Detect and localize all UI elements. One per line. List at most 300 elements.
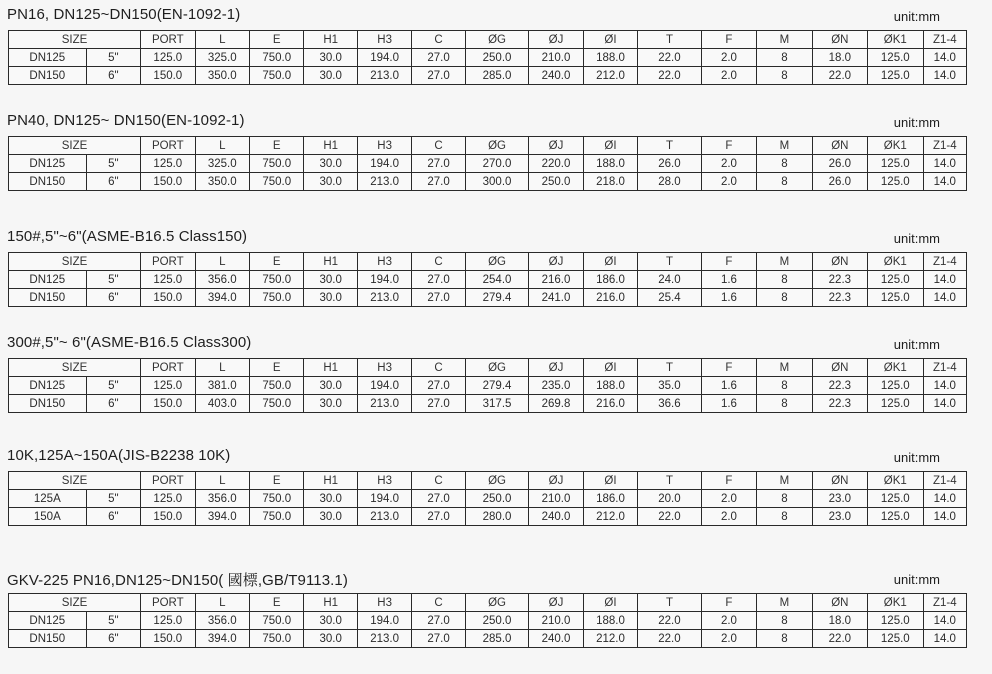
table-cell: 403.0 (195, 395, 249, 413)
table-cell: 5" (86, 377, 140, 395)
column-header-f: F (701, 359, 756, 377)
table-cell: DN150 (9, 630, 87, 648)
column-header-h3: H3 (357, 472, 411, 490)
table-cell: 6" (86, 395, 140, 413)
table-row (9, 67, 967, 85)
table-cell: 6" (86, 508, 140, 526)
table-cell: 125.0 (141, 155, 195, 173)
table-cell: 350.0 (195, 173, 249, 191)
table-cell: 394.0 (195, 508, 249, 526)
table-cell: 125.0 (868, 173, 923, 191)
table-cell: 8 (757, 490, 812, 508)
column-header-z1-4: Z1-4 (923, 137, 966, 155)
table-cell: DN125 (9, 155, 87, 173)
column-header-h1: H1 (304, 594, 357, 612)
unit-label: unit:mm (893, 572, 940, 587)
table-cell: 35.0 (638, 377, 702, 395)
table-cell: 213.0 (357, 67, 411, 85)
table-cell: 6" (86, 630, 140, 648)
table-cell: 125.0 (141, 612, 195, 630)
table-cell: 194.0 (357, 271, 411, 289)
table-row (9, 155, 967, 173)
column-header-t: T (638, 472, 702, 490)
table-cell: 22.0 (638, 49, 702, 67)
table-cell: 218.0 (583, 173, 637, 191)
table-cell: 381.0 (195, 377, 249, 395)
column-header-e: E (250, 31, 304, 49)
table-cell: 216.0 (583, 395, 637, 413)
table-cell: 186.0 (583, 490, 637, 508)
table-cell: 27.0 (412, 49, 465, 67)
table-row (9, 395, 967, 413)
column-header-size: SIZE (9, 31, 141, 49)
column-header-h1: H1 (304, 359, 357, 377)
table-cell: 2.0 (701, 630, 756, 648)
table-cell: 8 (757, 395, 812, 413)
column-header-og: ØG (465, 31, 529, 49)
table-row (9, 630, 967, 648)
table-row (9, 377, 967, 395)
column-header-port: PORT (141, 359, 195, 377)
table-cell: 270.0 (465, 155, 529, 173)
column-header-f: F (701, 253, 756, 271)
table-cell: 14.0 (923, 612, 966, 630)
header-row (9, 137, 967, 155)
column-header-c: C (412, 137, 465, 155)
table-cell: 125.0 (868, 155, 923, 173)
table-cell: 22.0 (638, 630, 702, 648)
table-cell: 14.0 (923, 490, 966, 508)
table-cell: 22.3 (812, 377, 867, 395)
table-cell: 30.0 (304, 67, 357, 85)
table-cell: 2.0 (701, 155, 756, 173)
table-title: PN16, DN125~DN150(EN-1092-1) (7, 6, 241, 23)
table-cell: 14.0 (923, 155, 966, 173)
table-cell: 14.0 (923, 377, 966, 395)
column-header-t: T (638, 594, 702, 612)
header-row (9, 31, 967, 49)
table-cell: 27.0 (412, 271, 465, 289)
column-header-f: F (701, 472, 756, 490)
table-cell: 216.0 (583, 289, 637, 307)
column-header-size: SIZE (9, 472, 141, 490)
table-cell: 188.0 (583, 377, 637, 395)
table-cell: 750.0 (250, 612, 304, 630)
table-cell: 30.0 (304, 49, 357, 67)
table-cell: 210.0 (529, 49, 583, 67)
column-header-m: M (757, 137, 812, 155)
column-header-m: M (757, 253, 812, 271)
table-cell: 356.0 (195, 612, 249, 630)
column-header-oi: ØI (583, 31, 637, 49)
table-cell: 125.0 (868, 49, 923, 67)
unit-label: unit:mm (893, 9, 940, 24)
table-cell: 8 (757, 155, 812, 173)
column-header-l: L (195, 594, 249, 612)
table-cell: 125.0 (868, 508, 923, 526)
column-header-f: F (701, 31, 756, 49)
table-cell: DN125 (9, 612, 87, 630)
table-cell: 26.0 (638, 155, 702, 173)
column-header-og: ØG (465, 594, 529, 612)
table-cell: 750.0 (250, 395, 304, 413)
column-header-port: PORT (141, 137, 195, 155)
table-cell: 5" (86, 490, 140, 508)
table-row (9, 612, 967, 630)
table-cell: 2.0 (701, 49, 756, 67)
table-cell: 194.0 (357, 49, 411, 67)
table-cell: 350.0 (195, 67, 249, 85)
table-cell: 27.0 (412, 395, 465, 413)
table-cell: 317.5 (465, 395, 529, 413)
table-cell: 8 (757, 67, 812, 85)
column-header-oj: ØJ (529, 137, 583, 155)
column-header-port: PORT (141, 253, 195, 271)
table-cell: 150.0 (141, 67, 195, 85)
table-cell: 1.6 (701, 271, 756, 289)
table-cell: 125.0 (141, 49, 195, 67)
table-cell: 212.0 (583, 508, 637, 526)
table-cell: 2.0 (701, 173, 756, 191)
table-cell: 750.0 (250, 630, 304, 648)
table-cell: 22.0 (638, 67, 702, 85)
table-cell: 241.0 (529, 289, 583, 307)
table-cell: DN125 (9, 377, 87, 395)
column-header-oi: ØI (583, 137, 637, 155)
table-cell: 125A (9, 490, 87, 508)
table-title: GKV-225 PN16,DN125~DN150( 國標,GB/T9113.1) (7, 572, 348, 589)
table-cell: 22.3 (812, 395, 867, 413)
column-header-e: E (250, 359, 304, 377)
table-cell: 254.0 (465, 271, 529, 289)
header-row (9, 472, 967, 490)
table-cell: 325.0 (195, 155, 249, 173)
spec-table (8, 358, 967, 413)
table-cell: 26.0 (812, 155, 867, 173)
table-cell: 27.0 (412, 155, 465, 173)
table-cell: 23.0 (812, 490, 867, 508)
table-cell: 22.0 (638, 612, 702, 630)
table-cell: DN150 (9, 67, 87, 85)
column-header-oj: ØJ (529, 359, 583, 377)
table-cell: 750.0 (250, 155, 304, 173)
column-header-z1-4: Z1-4 (923, 359, 966, 377)
column-header-oj: ØJ (529, 594, 583, 612)
table-cell: DN150 (9, 289, 87, 307)
table-cell: 30.0 (304, 155, 357, 173)
table-cell: 240.0 (529, 508, 583, 526)
table-row (9, 173, 967, 191)
table-cell: 14.0 (923, 630, 966, 648)
table-cell: 22.3 (812, 289, 867, 307)
table-cell: 30.0 (304, 395, 357, 413)
table-cell: 25.4 (638, 289, 702, 307)
table-cell: 125.0 (868, 271, 923, 289)
table-cell: 14.0 (923, 271, 966, 289)
column-header-oj: ØJ (529, 472, 583, 490)
table-cell: 28.0 (638, 173, 702, 191)
column-header-oi: ØI (583, 594, 637, 612)
table-cell: 210.0 (529, 612, 583, 630)
column-header-oi: ØI (583, 253, 637, 271)
table-cell: 279.4 (465, 377, 529, 395)
column-header-on: ØN (812, 31, 867, 49)
table-cell: 150.0 (141, 289, 195, 307)
table-cell: 194.0 (357, 490, 411, 508)
table-cell: 213.0 (357, 508, 411, 526)
table-cell: 27.0 (412, 173, 465, 191)
column-header-ok1: ØK1 (868, 594, 923, 612)
column-header-m: M (757, 359, 812, 377)
table-cell: 216.0 (529, 271, 583, 289)
table-cell: 14.0 (923, 508, 966, 526)
table-cell: 188.0 (583, 612, 637, 630)
column-header-h1: H1 (304, 472, 357, 490)
table-cell: 27.0 (412, 612, 465, 630)
table-cell: 194.0 (357, 155, 411, 173)
table-cell: DN150 (9, 173, 87, 191)
table-cell: 30.0 (304, 508, 357, 526)
table-title: 300#,5"~ 6"(ASME-B16.5 Class300) (7, 334, 252, 351)
table-cell: 285.0 (465, 630, 529, 648)
table-cell: 194.0 (357, 377, 411, 395)
column-header-on: ØN (812, 594, 867, 612)
column-header-c: C (412, 359, 465, 377)
table-cell: 30.0 (304, 490, 357, 508)
column-header-port: PORT (141, 31, 195, 49)
table-cell: 125.0 (868, 630, 923, 648)
table-cell: 250.0 (465, 49, 529, 67)
table-cell: 27.0 (412, 377, 465, 395)
column-header-h3: H3 (357, 253, 411, 271)
table-cell: 125.0 (141, 377, 195, 395)
table-cell: 22.0 (812, 67, 867, 85)
column-header-h3: H3 (357, 594, 411, 612)
table-cell: 2.0 (701, 508, 756, 526)
column-header-e: E (250, 594, 304, 612)
table-row (9, 289, 967, 307)
table-cell: 20.0 (638, 490, 702, 508)
column-header-on: ØN (812, 472, 867, 490)
table-cell: 2.0 (701, 67, 756, 85)
table-cell: 240.0 (529, 630, 583, 648)
table-cell: 210.0 (529, 490, 583, 508)
header-row (9, 253, 967, 271)
column-header-f: F (701, 594, 756, 612)
table-cell: 150.0 (141, 395, 195, 413)
spec-table (8, 252, 967, 307)
table-cell: 8 (757, 173, 812, 191)
table-cell: 2.0 (701, 490, 756, 508)
column-header-on: ØN (812, 359, 867, 377)
table-cell: 125.0 (868, 289, 923, 307)
table-cell: 213.0 (357, 289, 411, 307)
table-cell: 125.0 (868, 490, 923, 508)
column-header-l: L (195, 253, 249, 271)
column-header-ok1: ØK1 (868, 253, 923, 271)
spec-table (8, 30, 967, 85)
column-header-e: E (250, 472, 304, 490)
table-cell: 14.0 (923, 395, 966, 413)
table-title: 10K,125A~150A(JIS-B2238 10K) (7, 447, 231, 464)
column-header-h3: H3 (357, 137, 411, 155)
table-cell: 125.0 (868, 377, 923, 395)
table-cell: 8 (757, 289, 812, 307)
column-header-t: T (638, 137, 702, 155)
column-header-f: F (701, 137, 756, 155)
table-cell: 6" (86, 67, 140, 85)
column-header-og: ØG (465, 472, 529, 490)
table-cell: 220.0 (529, 155, 583, 173)
table-cell: 23.0 (812, 508, 867, 526)
table-cell: 8 (757, 612, 812, 630)
table-cell: 8 (757, 630, 812, 648)
table-cell: 18.0 (812, 612, 867, 630)
column-header-h1: H1 (304, 137, 357, 155)
column-header-port: PORT (141, 594, 195, 612)
table-cell: 26.0 (812, 173, 867, 191)
column-header-og: ØG (465, 137, 529, 155)
column-header-og: ØG (465, 359, 529, 377)
table-cell: 188.0 (583, 49, 637, 67)
column-header-l: L (195, 472, 249, 490)
table-cell: 22.0 (812, 630, 867, 648)
table-cell: 279.4 (465, 289, 529, 307)
table-cell: DN125 (9, 49, 87, 67)
table-cell: 24.0 (638, 271, 702, 289)
column-header-l: L (195, 359, 249, 377)
column-header-z1-4: Z1-4 (923, 472, 966, 490)
column-header-h1: H1 (304, 31, 357, 49)
table-cell: 194.0 (357, 612, 411, 630)
table-cell: 212.0 (583, 630, 637, 648)
table-cell: 356.0 (195, 271, 249, 289)
column-header-og: ØG (465, 253, 529, 271)
unit-label: unit:mm (893, 450, 940, 465)
column-header-ok1: ØK1 (868, 31, 923, 49)
header-row (9, 359, 967, 377)
table-cell: 8 (757, 271, 812, 289)
table-cell: 150.0 (141, 508, 195, 526)
table-cell: 394.0 (195, 289, 249, 307)
table-cell: 750.0 (250, 49, 304, 67)
table-cell: 750.0 (250, 490, 304, 508)
column-header-size: SIZE (9, 137, 141, 155)
table-cell: 125.0 (868, 612, 923, 630)
table-row (9, 271, 967, 289)
column-header-ok1: ØK1 (868, 137, 923, 155)
column-header-on: ØN (812, 137, 867, 155)
table-cell: 125.0 (141, 490, 195, 508)
table-cell: 186.0 (583, 271, 637, 289)
table-cell: 30.0 (304, 612, 357, 630)
table-cell: 27.0 (412, 67, 465, 85)
table-cell: 22.3 (812, 271, 867, 289)
table-cell: 8 (757, 49, 812, 67)
table-cell: 5" (86, 271, 140, 289)
table-cell: 8 (757, 377, 812, 395)
table-cell: 18.0 (812, 49, 867, 67)
unit-label: unit:mm (893, 337, 940, 352)
column-header-h3: H3 (357, 359, 411, 377)
table-cell: 750.0 (250, 173, 304, 191)
table-cell: 750.0 (250, 67, 304, 85)
unit-label: unit:mm (893, 231, 940, 246)
column-header-e: E (250, 253, 304, 271)
table-title: 150#,5"~6"(ASME-B16.5 Class150) (7, 228, 248, 245)
table-row (9, 49, 967, 67)
table-cell: 280.0 (465, 508, 529, 526)
column-header-port: PORT (141, 472, 195, 490)
column-header-c: C (412, 594, 465, 612)
table-cell: 1.6 (701, 377, 756, 395)
spec-table (8, 136, 967, 191)
table-cell: 27.0 (412, 508, 465, 526)
table-cell: 150.0 (141, 173, 195, 191)
column-header-on: ØN (812, 253, 867, 271)
table-cell: 27.0 (412, 630, 465, 648)
table-cell: 125.0 (141, 271, 195, 289)
table-cell: 6" (86, 289, 140, 307)
table-cell: 750.0 (250, 289, 304, 307)
table-cell: 1.6 (701, 395, 756, 413)
column-header-size: SIZE (9, 253, 141, 271)
spec-table (8, 593, 967, 648)
column-header-oj: ØJ (529, 253, 583, 271)
table-cell: 212.0 (583, 67, 637, 85)
column-header-oi: ØI (583, 359, 637, 377)
column-header-z1-4: Z1-4 (923, 594, 966, 612)
spec-table (8, 471, 967, 526)
table-cell: 250.0 (465, 612, 529, 630)
table-cell: 250.0 (465, 490, 529, 508)
table-cell: 5" (86, 155, 140, 173)
table-cell: 5" (86, 49, 140, 67)
column-header-t: T (638, 359, 702, 377)
table-cell: 30.0 (304, 289, 357, 307)
table-cell: 213.0 (357, 630, 411, 648)
table-cell: 2.0 (701, 612, 756, 630)
column-header-h3: H3 (357, 31, 411, 49)
table-title: PN40, DN125~ DN150(EN-1092-1) (7, 112, 245, 129)
column-header-ok1: ØK1 (868, 472, 923, 490)
column-header-oi: ØI (583, 472, 637, 490)
table-cell: 30.0 (304, 377, 357, 395)
table-cell: 325.0 (195, 49, 249, 67)
table-cell: 750.0 (250, 508, 304, 526)
table-row (9, 490, 967, 508)
column-header-size: SIZE (9, 359, 141, 377)
column-header-e: E (250, 137, 304, 155)
table-cell: 269.8 (529, 395, 583, 413)
column-header-z1-4: Z1-4 (923, 31, 966, 49)
table-cell: 150.0 (141, 630, 195, 648)
table-cell: 394.0 (195, 630, 249, 648)
table-cell: 750.0 (250, 271, 304, 289)
column-header-t: T (638, 253, 702, 271)
column-header-m: M (757, 31, 812, 49)
column-header-l: L (195, 137, 249, 155)
table-cell: 14.0 (923, 289, 966, 307)
table-cell: 22.0 (638, 508, 702, 526)
table-row (9, 508, 967, 526)
table-cell: 213.0 (357, 173, 411, 191)
column-header-c: C (412, 31, 465, 49)
table-cell: DN150 (9, 395, 87, 413)
table-cell: 213.0 (357, 395, 411, 413)
table-cell: 36.6 (638, 395, 702, 413)
column-header-h1: H1 (304, 253, 357, 271)
